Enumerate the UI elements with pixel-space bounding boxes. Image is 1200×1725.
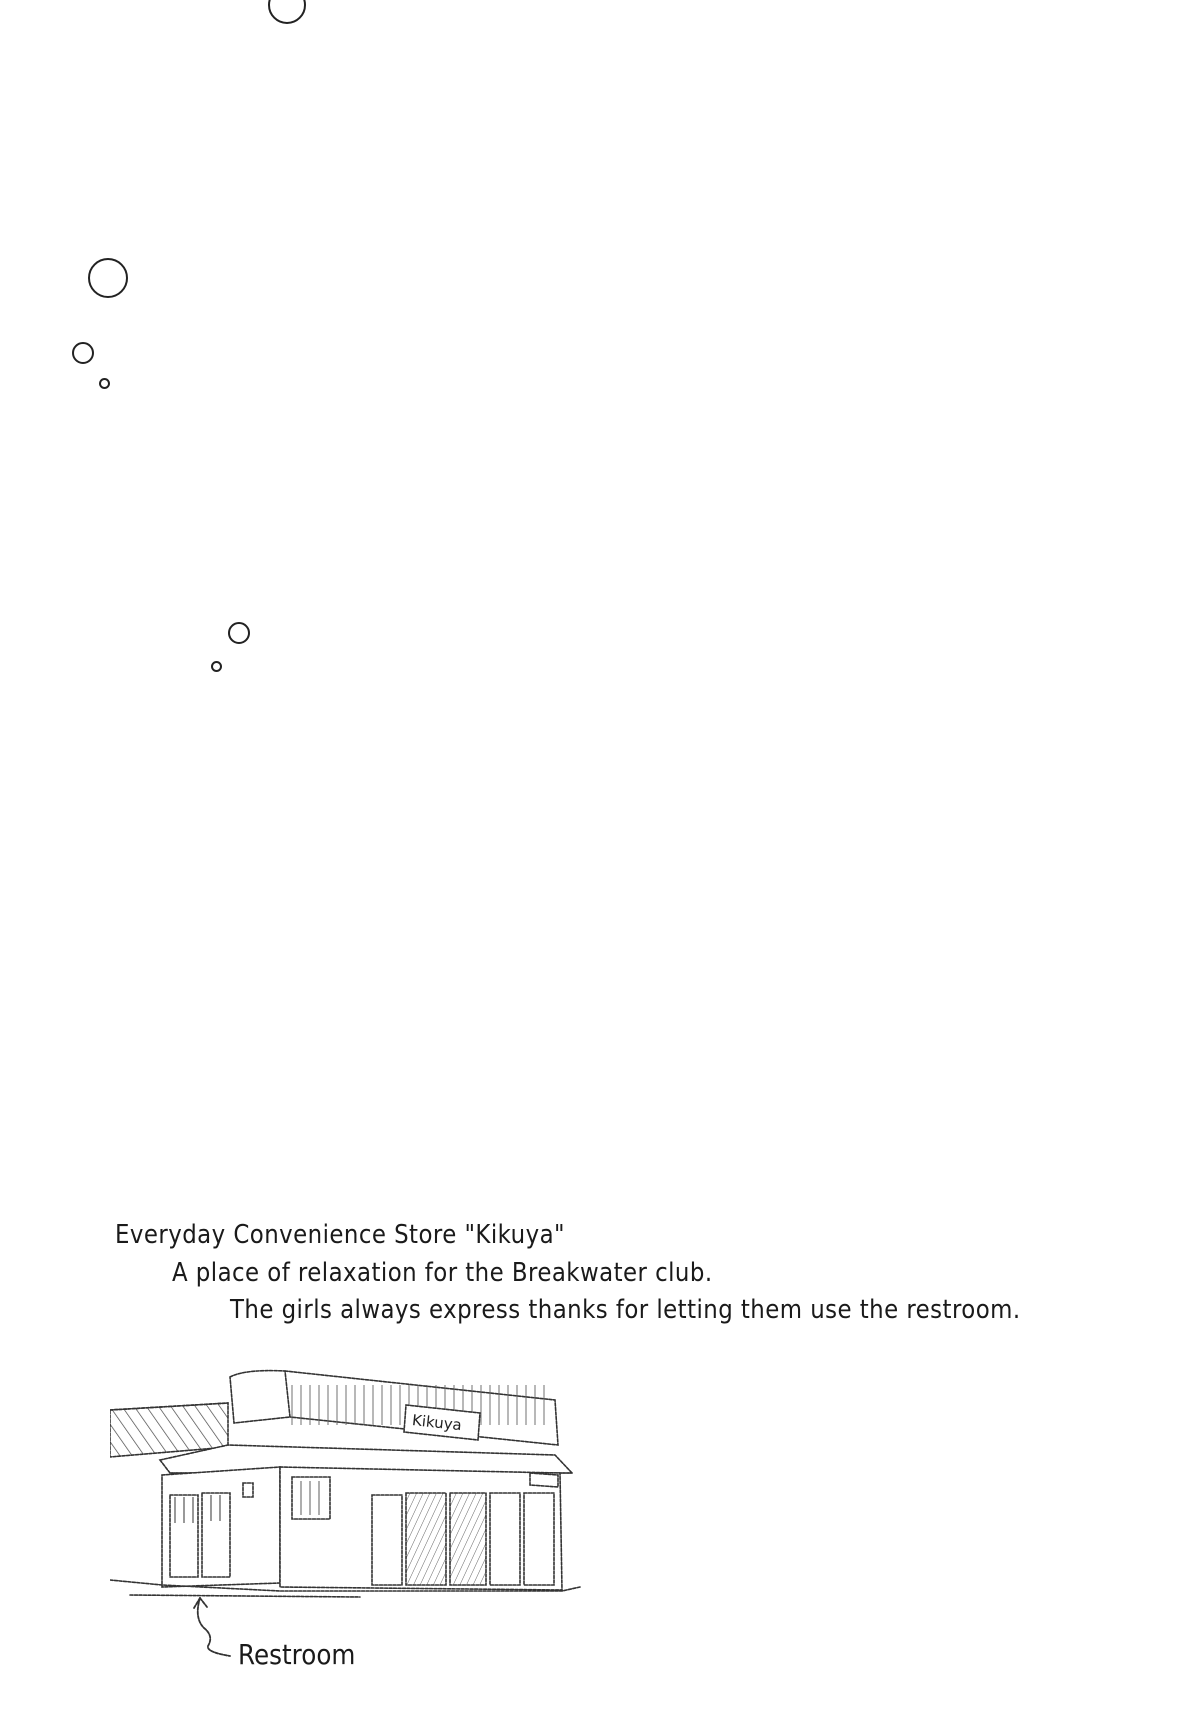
thought-bubble-large [88, 258, 128, 298]
caption-subtitle: A place of relaxation for the Breakwater club. [172, 1258, 713, 1288]
store-sign-text: Kikuya [411, 1411, 463, 1435]
caption-note: The girls always express thanks for letting them use the restroom. [230, 1295, 1021, 1325]
restroom-label: Restroom [238, 1638, 356, 1671]
store-illustration [110, 1355, 630, 1610]
caption-title: Everyday Convenience Store "Kikuya" [115, 1220, 566, 1250]
thought-bubble-small-2 [211, 661, 222, 672]
thought-bubble-medium-2 [228, 622, 250, 644]
thought-bubble-top [268, 0, 306, 24]
thought-bubble-small [99, 378, 110, 389]
curved-arrow-icon [190, 1590, 240, 1660]
thought-bubble-medium [72, 342, 94, 364]
